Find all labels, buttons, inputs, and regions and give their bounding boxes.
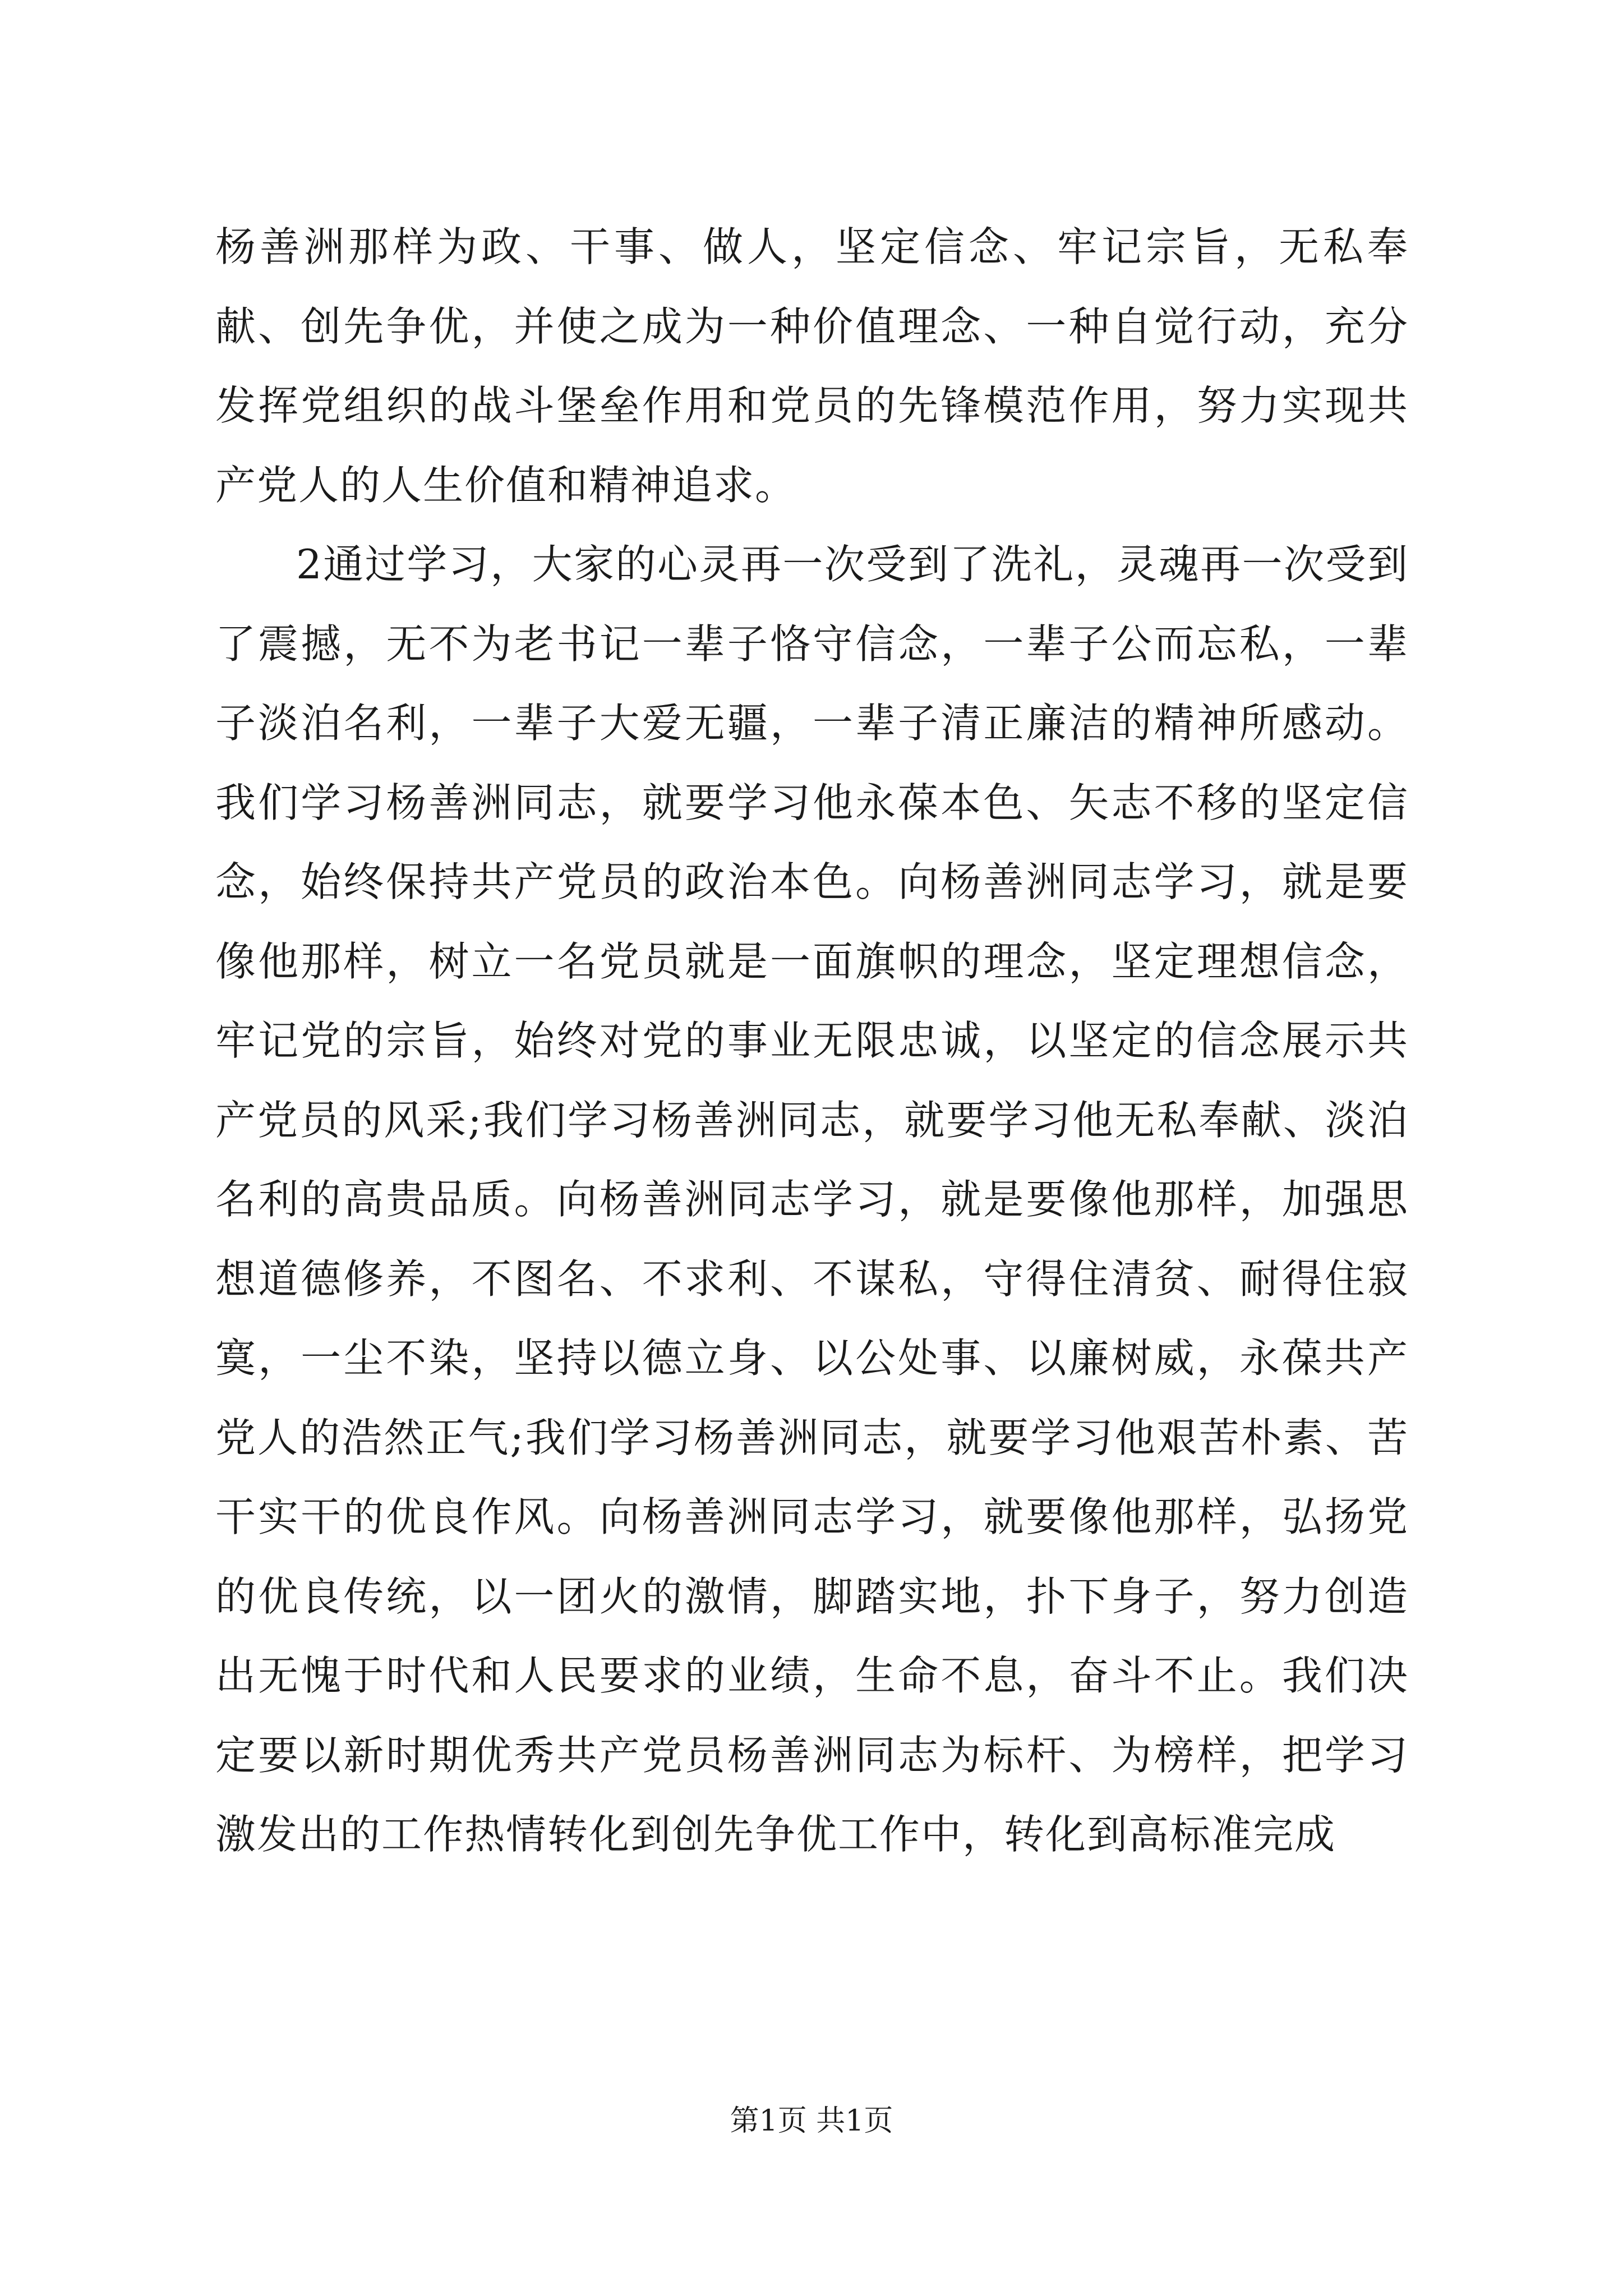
page-footer: 第1页 共1页 — [730, 2104, 893, 2138]
paragraph-1: 杨善洲那样为政、干事、做人，坚定信念、牢记宗旨，无私奉献、创先争优，并使之成为一种价值理念、一种自觉行动，充分发挥党组织的战斗堡垒作用和党员的先锋模范作用，努力实现共产党人的人生价值和精神追求。 — [215, 223, 1409, 509]
document-body — [215, 208, 1409, 1875]
paragraph-2: 2通过学习，大家的心灵再一次受到了洗礼，灵魂再一次受到了震撼，无不为老书记一辈子恪守信念，一辈子公而忘私，一辈子淡泊名利，一辈子大爱无疆，一辈子清正廉洁的精神所感动。我们学习杨善洲同志，就要学习他永葆本色、矢志不移的坚定信念，始终保持共产党员的政治本色。向杨善洲同志学习，就是要像他那样，树立一名党员就是一面旗帜的理念，坚定理想信念，牢记党的宗旨，始终对党的事业无限忠诚，以坚定的信念展示共产党员的风采;我们学习杨善洲同志，就要学习他无私奉献、淡泊名利的高贵品质。向杨善洲同志学习，就是要像他那样，加强思想道德修养，不图名、不求利、不谋私，守得住清贫、耐得住寂寞，一尘不染，坚持以德立身、以公处事、以廉树威，永葆共产党人的浩然正气;我们学习杨善洲同志，就要学习他艰苦朴素、苦干实干的优良作风。向杨善洲同志学习，就要像他那样，弘扬党的优良传统，以一团火的激情，脚踏实地，扑下身子，努力创造出无愧于时代和人民要求的业绩，生命不息，奋斗不止。我们决定要以新时期优秀共产党员杨善洲同志为标杆、为榜样，把学习激发出的工作热情转化到创先争优工作中，转化到高标准完成 — [215, 541, 1409, 1858]
